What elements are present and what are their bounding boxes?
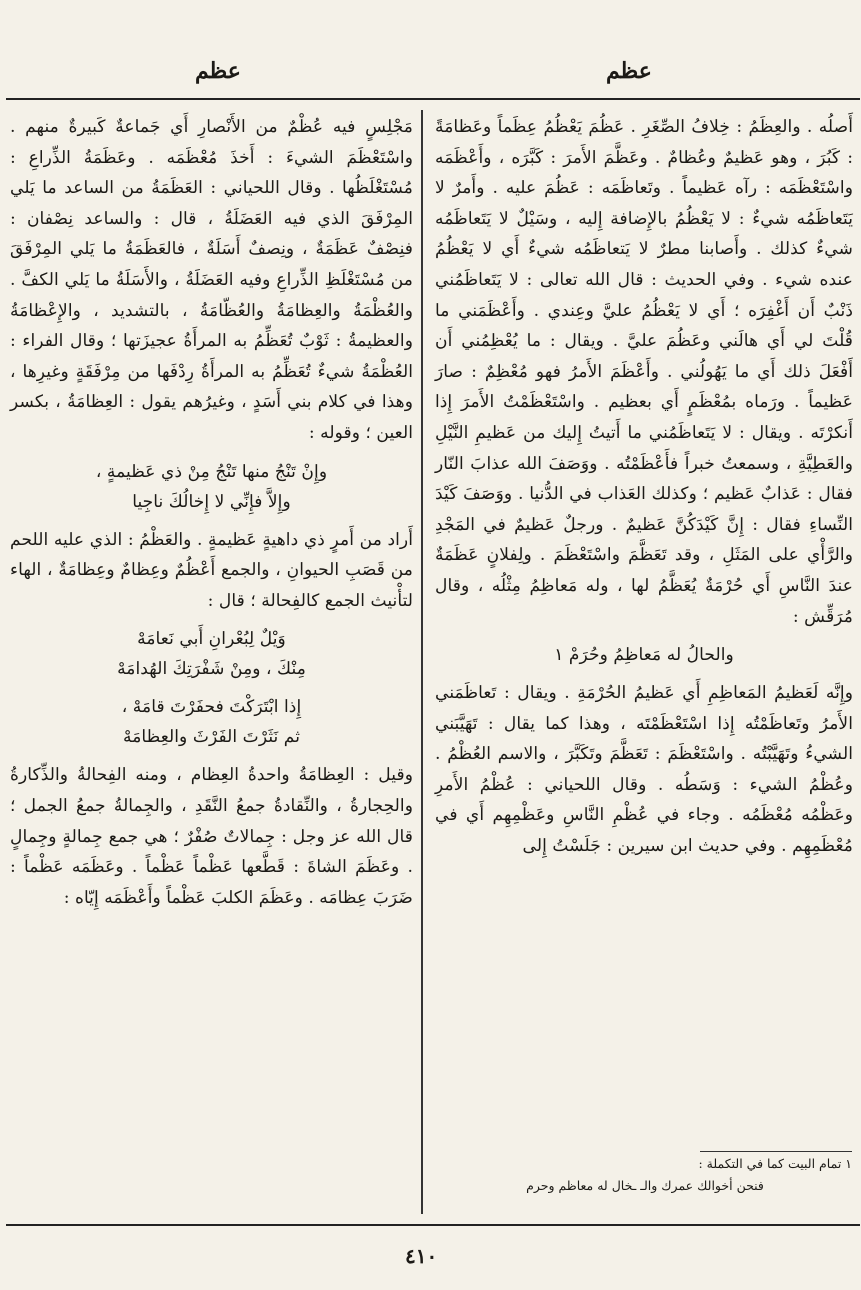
right-verse (435, 640, 853, 670)
left-verse-1 (10, 457, 413, 517)
right-paragraph-2: وإِنَّه لَعَظيمُ المَعاظِمِ أَي عَظيمُ الحُرْمَةِ . ويقال : تَعاظَمَني الأَمرُ وتَعاظَمْتُه إِذا اسْتَعْظَمْتَه ، وهذا كما يقال : تَهَيَّبَني الشيءُ وتَهَيَّبْتُه . واسْتَعْظَمَ : تَعَظَّمَ وتَكَبَّرَ ، والاسم العُظْمُ . وعُظْمُ الشيء : وَسَطُه . وقال اللحياني : عُظْمُ الأَمرِ وعَظْمُه مُعْظَمُه . وجاء في عُظْمِ النَّاسِ وعَظْمِهِم أَي في مُعْظَمِهِم . وفي حديث ابن سيرين : جَلَسْتُ إِلى (435, 683, 853, 857)
entry-header-right: عظم (606, 58, 652, 84)
page-number: ٤١٠ (405, 1244, 438, 1268)
verse-line: مِنْكَ ، ومِنْ شَفْرَتِكَ الهُدامَهْ (117, 659, 306, 680)
footnote (438, 1153, 852, 1197)
footnote-rule (700, 1151, 852, 1152)
right-paragraph-1: أَصلُه . والعِظَمُ : خِلافُ الصِّغَرِ . عَظُمَ يَعْظُمُ عِظَماً وعَظامَةً : كَبُرَ ، وهو عَظيمٌ وعُظامٌ . وعَظَّمَ الأَمرَ : كَبَّرَه ، وأَعْظَمَه واسْتَعْظَمَه : رآه عَظيماً . وتَعاظَمَه : عَظُمَ عليه . وأَمرٌ لا يَتَعاظَمُه شيءٌ : لا يَعْظُمُ بالإِضافة إِليه ، وسَيْلٌ لا يَتَعاظَمُه شيءٌ كذلك . وأَصابنا مطرٌ لا يَتعاظَمُه شيءٌ أَي لا يَعْظُمُ عنده شيء . وفي الحديث : قال الله تعالى : لا يَتَعاظَمُني ذَنْبٌ أَن أَغْفِرَه ؛ أَي لا يَعْظُمُ عليَّ وعِندي . وأَعْظَمَني ما قُلْتَ لي أَي هالَني وعَظُمَ عليَّ . ويقال : ما يُعْظِمُني أَن أَفْعَلَ ذلك أَي ما يَهُولُني . وأَعْظَمَ الأَمرُ فهو مُعْظِمٌ : صارَ عَظيماً . ورَماه بمُعْظَمٍ أَي بعظيم . واسْتَعْظَمْتُ الأَمرَ إِذا أَنكرْتَه . ويقال : لا يَتَعاظَمُني ما أَتيتُ إِليك من عَظيمِ النَّيْلِ والعَطِيَّةِ ، وسمعتُ خبراً فأَعْظَمْتُه . ووَصَفَ الله عذابَ النّار فقال : عَذابٌ عَظيم ؛ وكذلك العَذاب في الدُّنيا . ووَصَفَ كَيْدَ النِّساءِ فقال : إِنَّ كَيْدَكُنَّ عَظيمٌ . ورجلٌ عَظيمٌ في المَجْدِ والرَّأْي على المَثَلِ ، وقد تَعَظَّمَ واسْتَعْظَمَ . ولِفلانٍ عَظَمَةٌ عندَ النَّاسِ أَي حُرْمَةٌ يُعَظَّمُ لها ، وله مَعاظِمُ مِثْلُه ، وقال مُرَقِّش : (435, 117, 853, 627)
left-paragraph-1: مَجْلِسٍ فيه عُظْمٌ من الأَنْصارِ أَي جَماعةٌ كَبيرةٌ منهم . واسْتَعْظَمَ الشيءَ : أَخذَ مُعْظَمَه . وعَظَمَةُ الذِّراعِ : مُسْتَغْلَظُها . وقال اللحياني : العَظَمَةُ من الساعد ما يَلي المِرْفَقَ الذي فيه العَضَلَةُ ، قال : والساعد نِصْفان : فنِصْفٌ عَظَمَةٌ ، ونِصفٌ أَسَلَةٌ ، فالعَظَمَةُ ما يَلي المِرْفَقَ من مُسْتَغْلَظِ الذِّراعِ وفيه العَضَلَةُ ، والأَسَلَةُ ما يَلي الكفَّ . والعُظْمَةُ والعِظامَةُ والعُظّامَةُ ، بالتشديد ، والإِعْظامَةُ والعظيمةُ : ثَوْبٌ تُعَظِّمُ به المرأَةُ عجيزَتها ؛ وقال الفراء : العُظْمَةُ شيءٌ تُعَظِّمُ به المرأَةُ رِدْفَها من مِرْفَقَةٍ وغيرِها ، وهذا في كلام بني أَسَدٍ ، وغيرُهم يقول : العِظامَةُ ، بكسر العين ؛ وقوله : (10, 117, 413, 443)
verse-line: وَيْلٌ لِبُعْرانِ أَبي نَعامَهْ (137, 629, 286, 650)
left-verse-2 (10, 624, 413, 684)
entry-header-left: عظم (195, 58, 241, 84)
verse-line: إِذا ابْتَرَكْتَ فحفَرْتَ قامَهْ ، (121, 697, 302, 718)
footer-rule (6, 1224, 860, 1226)
verse-line: وإِلاَّ فإِنِّي لا إِخالُكَ ناجِيا (132, 491, 291, 512)
left-column (10, 112, 413, 913)
header-rule (6, 98, 860, 100)
verse-line: ثم نَثَرْتَ الفَرْثَ والعِظامَهْ (123, 727, 300, 748)
verse-line: وإِنْ تَنْجُ منها تَنْجُ مِنْ ذي عَظيمةٍ ، (95, 461, 328, 482)
column-divider (421, 110, 423, 1214)
left-paragraph-2: أَراد من أَمرٍ ذي داهيةٍ عَظيمةٍ . والعَظْمُ : الذي عليه اللحم من قَصَبِ الحيوانِ ، والجمع أَعْظُمٌ وعِظامٌ وعِظامَةٌ ، الهاء لتأْنيث الجمع كالفِحالة ؛ قال : (10, 529, 413, 611)
footnote-verse: فنحن أخوالك عمرك والـ ـخال له معاظم وحرم (526, 1178, 764, 1193)
footnote-label: ١ تمام البيت كما في التكملة : (698, 1156, 852, 1171)
right-verse-line: والحالُ له مَعاظِمُ وحُرَمْ ١ (554, 645, 734, 666)
right-column (435, 112, 853, 862)
left-verse-3 (10, 692, 413, 752)
left-paragraph-3: وقيل : العِظامَةُ واحدةُ العِظام ، ومنه الفِحالةُ والذِّكارةُ والحِجارةُ ، والنِّقادةُ جمعُ النَّقَدِ ، والجِمالةُ جمعُ الجمل ؛ قال الله عز وجل : جِمالاتٌ صُفْرٌ ؛ هي جمع جِمالةٍ وجِمالٍ . وعَظَمَ الشاةَ : قَطَّعها عَظْماً عَظْماً . وعَظَمَه عَظْماً : ضَرَبَ عِظامَه . وعَظَمَ الكلبَ عَظْماً وأَعْظَمَه إِيّاه : (10, 765, 413, 908)
